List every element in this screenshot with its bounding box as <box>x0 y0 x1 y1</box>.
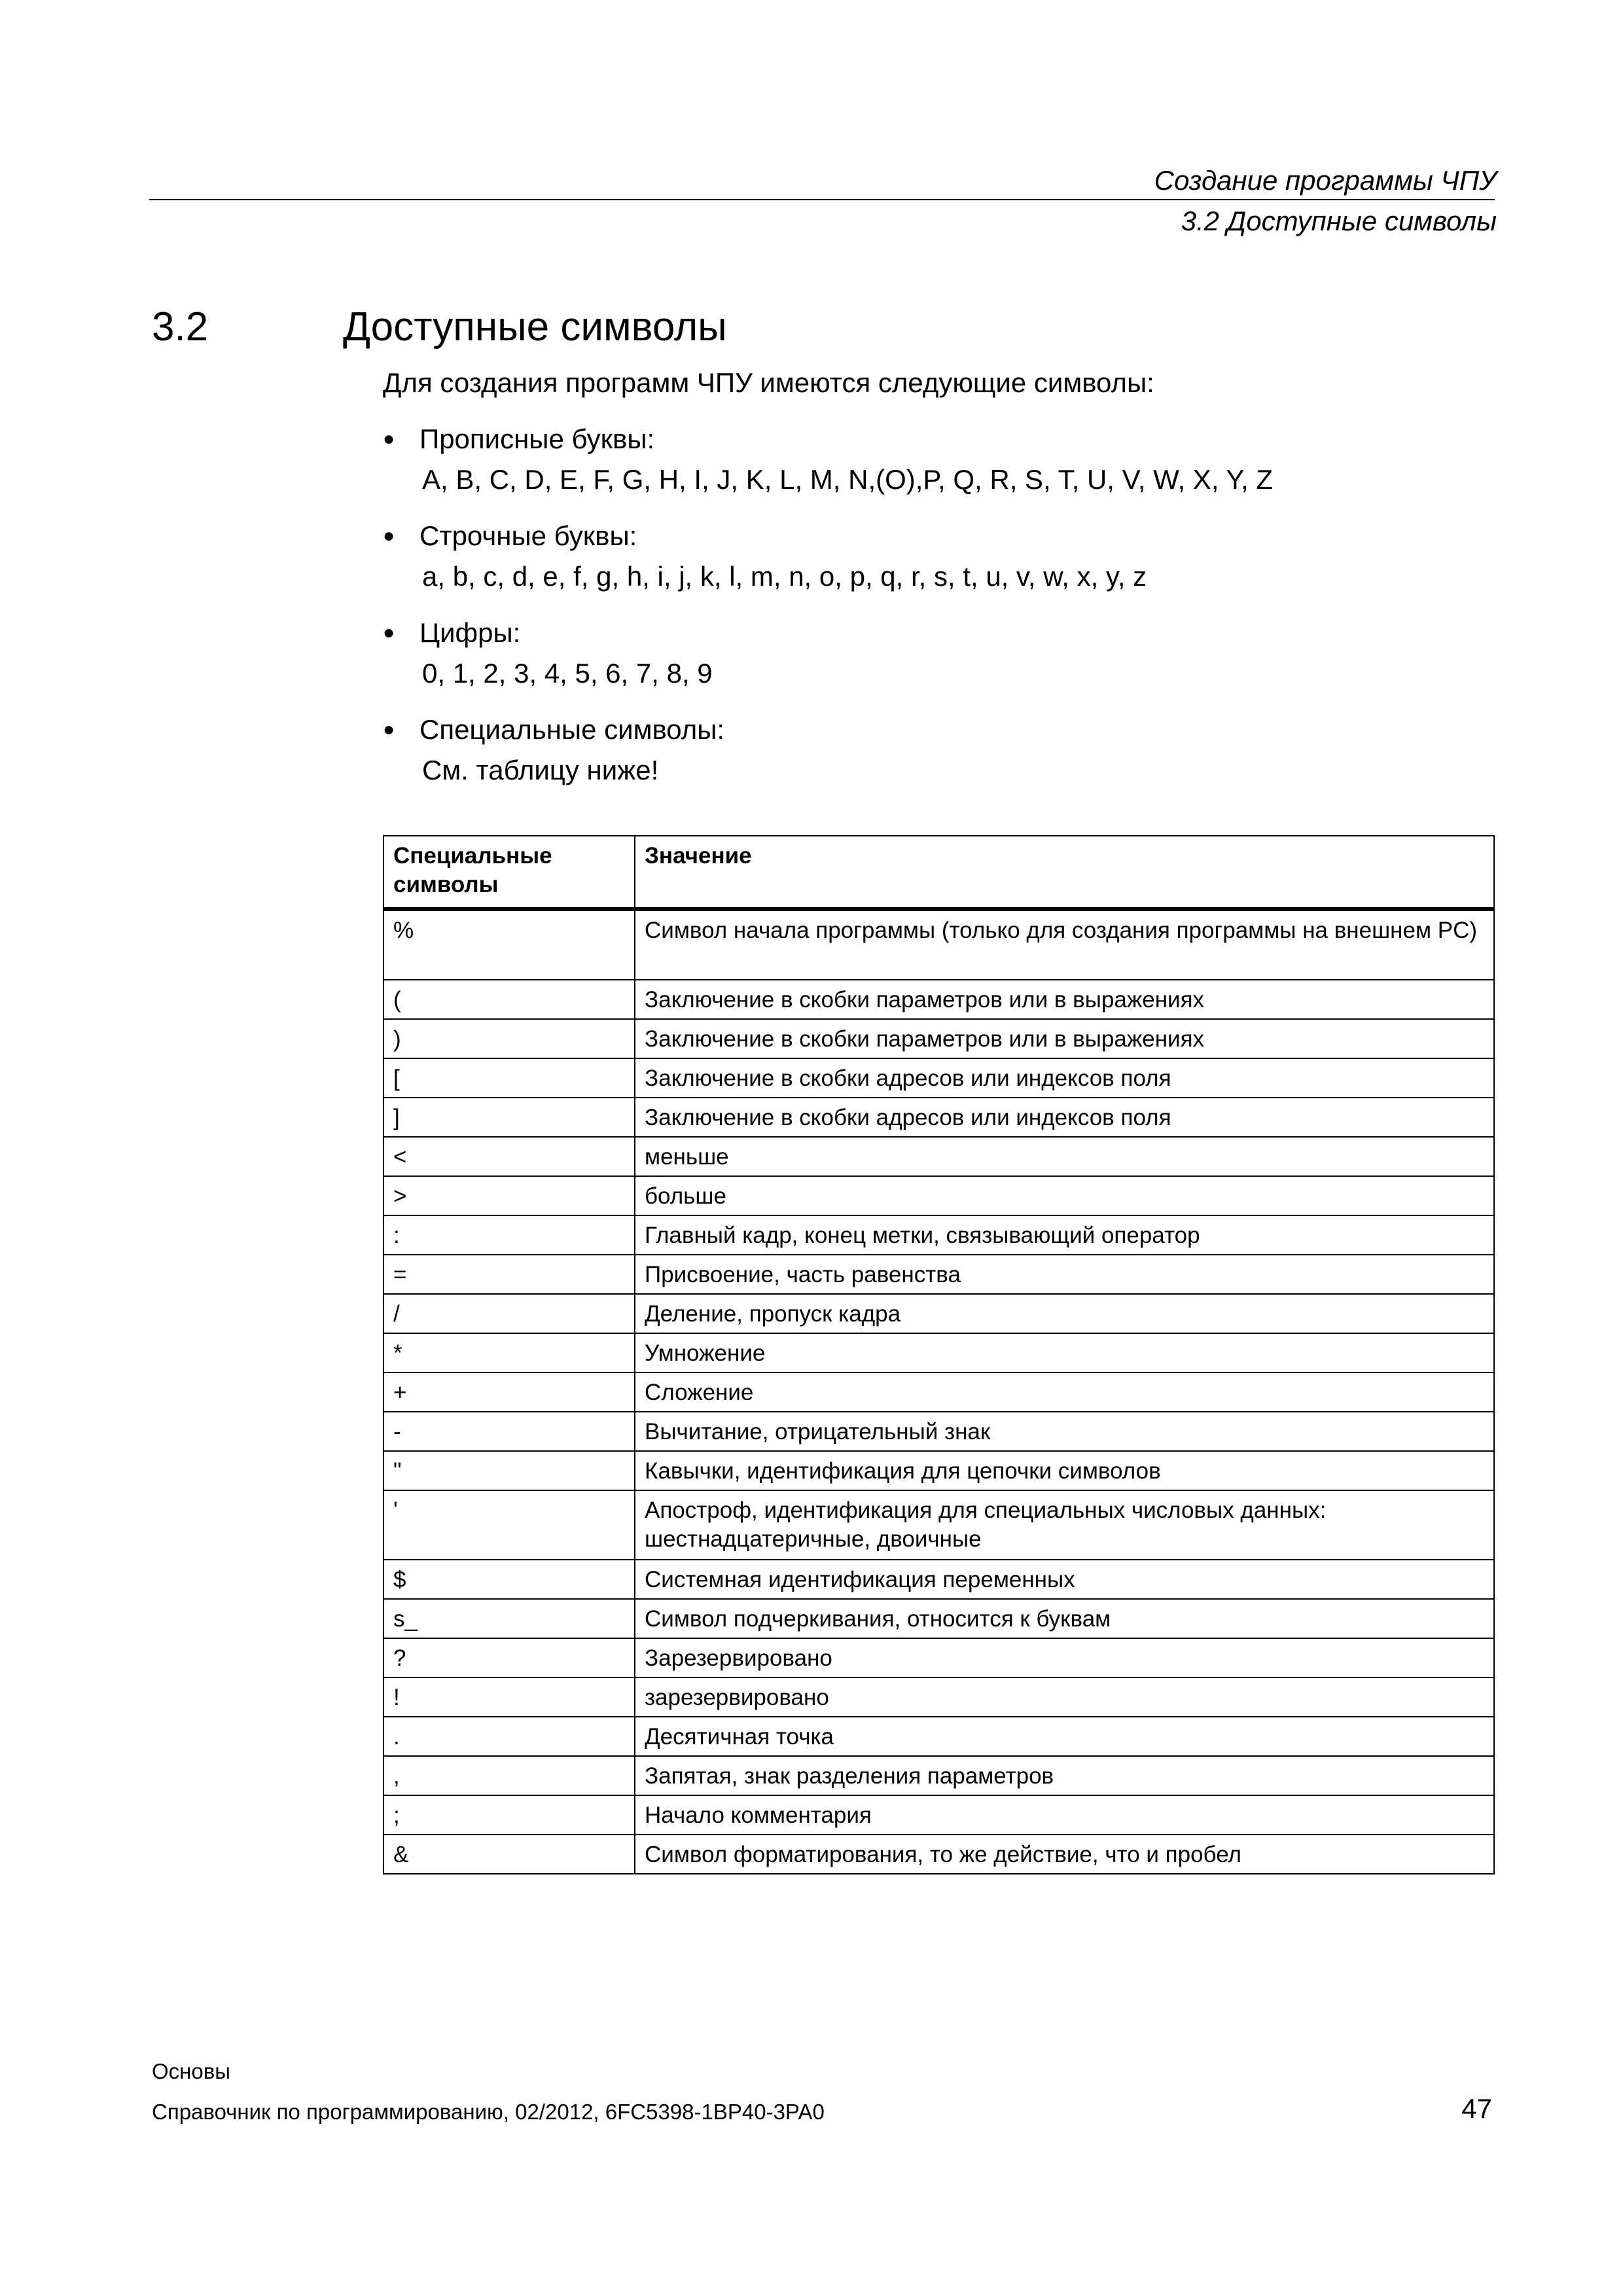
special-symbols-table <box>383 835 1495 1874</box>
meaning-cell: Заключение в скобки адресов или индексов поля <box>635 1098 1494 1137</box>
column-header-symbol: Специальные символы <box>383 836 635 909</box>
meaning-cell: Заключение в скобки параметров или в выражениях <box>635 980 1494 1019</box>
table-row <box>383 1255 1494 1294</box>
bullet-icon: ● <box>383 428 395 450</box>
symbol-cell: " <box>383 1451 635 1490</box>
symbol-cell: ? <box>383 1638 635 1677</box>
meaning-cell: Умножение <box>635 1333 1494 1372</box>
meaning-cell: Десятичная точка <box>635 1717 1494 1756</box>
footer-doc-info: Справочник по программированию, 02/2012, 6FC5398-1BP40-3PA0 <box>152 2100 825 2124</box>
bullet-label: Цифры: <box>419 617 521 648</box>
meaning-cell: Вычитание, отрицательный знак <box>635 1412 1494 1451</box>
meaning-cell: Кавычки, идентификация для цепочки символов <box>635 1451 1494 1490</box>
symbol-cell: > <box>383 1176 635 1215</box>
table-row <box>383 1451 1494 1490</box>
table-row <box>383 1294 1494 1333</box>
symbol-cell: . <box>383 1717 635 1756</box>
table-row <box>383 1756 1494 1795</box>
bullet-value: a, b, c, d, e, f, g, h, i, j, k, l, m, n, o, p, q, r, s, t, u, v, w, x, y, z <box>422 561 1147 592</box>
section-body <box>383 367 1495 802</box>
symbol-cell: [ <box>383 1058 635 1098</box>
symbol-cell: ) <box>383 1019 635 1058</box>
bullet-value: См. таблицу ниже! <box>422 755 659 785</box>
table-row <box>383 909 1494 980</box>
table-row <box>383 1215 1494 1255</box>
symbol-cell: & <box>383 1835 635 1874</box>
symbol-cell: ' <box>383 1490 635 1560</box>
meaning-cell: Системная идентификация переменных <box>635 1560 1494 1599</box>
table-row <box>383 1137 1494 1176</box>
table-row <box>383 1638 1494 1677</box>
symbol-cell: ! <box>383 1677 635 1717</box>
section-title: Доступные символы <box>343 304 727 350</box>
table-row <box>383 1333 1494 1372</box>
table-row <box>383 1176 1494 1215</box>
running-header-chapter: Создание программы ЧПУ <box>1154 165 1497 196</box>
symbol-cell: s_ <box>383 1599 635 1638</box>
symbol-cell: ] <box>383 1098 635 1137</box>
intro-paragraph: Для создания программ ЧПУ имеются следующие символы: <box>383 367 1154 398</box>
meaning-cell: меньше <box>635 1137 1494 1176</box>
bullet-icon: ● <box>383 525 395 547</box>
meaning-cell: Сложение <box>635 1372 1494 1412</box>
bullet-label: Прописные буквы: <box>419 423 655 454</box>
bullet-label: Строчные буквы: <box>419 520 637 551</box>
bullet-item <box>383 706 1495 754</box>
symbol-cell: < <box>383 1137 635 1176</box>
table-row <box>383 1599 1494 1638</box>
symbol-cell: = <box>383 1255 635 1294</box>
meaning-cell: Заключение в скобки адресов или индексов поля <box>635 1058 1494 1098</box>
table-row <box>383 1795 1494 1835</box>
table-header-row <box>383 836 1494 909</box>
meaning-cell: Присвоение, часть равенства <box>635 1255 1494 1294</box>
running-header-section: 3.2 Доступные символы <box>1181 206 1497 236</box>
table-row <box>383 1098 1494 1137</box>
bullet-label: Специальные символы: <box>419 714 725 745</box>
meaning-cell: зарезервировано <box>635 1677 1494 1717</box>
symbol-cell: $ <box>383 1560 635 1599</box>
meaning-cell: больше <box>635 1176 1494 1215</box>
table-row <box>383 1372 1494 1412</box>
table-row <box>383 1058 1494 1098</box>
meaning-cell: Запятая, знак разделения параметров <box>635 1756 1494 1795</box>
table-row <box>383 1490 1494 1560</box>
symbol-cell: / <box>383 1294 635 1333</box>
meaning-cell: Начало комментария <box>635 1795 1494 1835</box>
bullet-item <box>383 609 1495 657</box>
symbol-cell: * <box>383 1333 635 1372</box>
column-header-meaning: Значение <box>635 836 1494 909</box>
meaning-cell: Главный кадр, конец метки, связывающий оператор <box>635 1215 1494 1255</box>
table-row <box>383 1835 1494 1874</box>
meaning-cell: Заключение в скобки параметров или в выражениях <box>635 1019 1494 1058</box>
meaning-cell: Символ форматирования, то же действие, что и пробел <box>635 1835 1494 1874</box>
symbol-cell: + <box>383 1372 635 1412</box>
bullet-item <box>383 415 1495 463</box>
table-row <box>383 1019 1494 1058</box>
table-row <box>383 1677 1494 1717</box>
table-row <box>383 980 1494 1019</box>
symbol-cell: ( <box>383 980 635 1019</box>
symbol-cell: % <box>383 909 635 980</box>
bullet-icon: ● <box>383 622 395 643</box>
meaning-cell: Символ подчеркивания, относится к буквам <box>635 1599 1494 1638</box>
meaning-cell: Зарезервировано <box>635 1638 1494 1677</box>
symbol-cell: , <box>383 1756 635 1795</box>
meaning-cell: Символ начала программы (только для создания программы на внешнем PC) <box>635 909 1494 980</box>
footer-doc-title: Основы <box>152 2059 230 2083</box>
table-row <box>383 1560 1494 1599</box>
bullet-value: 0, 1, 2, 3, 4, 5, 6, 7, 8, 9 <box>422 658 713 689</box>
symbol-cell: : <box>383 1215 635 1255</box>
meaning-cell: Деление, пропуск кадра <box>635 1294 1494 1333</box>
table-row <box>383 1412 1494 1451</box>
symbol-cell: - <box>383 1412 635 1451</box>
header-rule <box>149 199 1495 200</box>
section-number: 3.2 <box>152 304 209 350</box>
bullet-icon: ● <box>383 719 395 740</box>
symbol-cell: ; <box>383 1795 635 1835</box>
table-row <box>383 1717 1494 1756</box>
bullet-item <box>383 512 1495 560</box>
page-number: 47 <box>1461 2093 1492 2124</box>
meaning-cell: Апостроф, идентификация для специальных числовых данных: шестнадцатеричные, двоичные <box>635 1490 1494 1560</box>
bullet-value: A, B, C, D, E, F, G, H, I, J, K, L, M, N,(O),P, Q, R, S, T, U, V, W, X, Y, Z <box>422 464 1273 495</box>
